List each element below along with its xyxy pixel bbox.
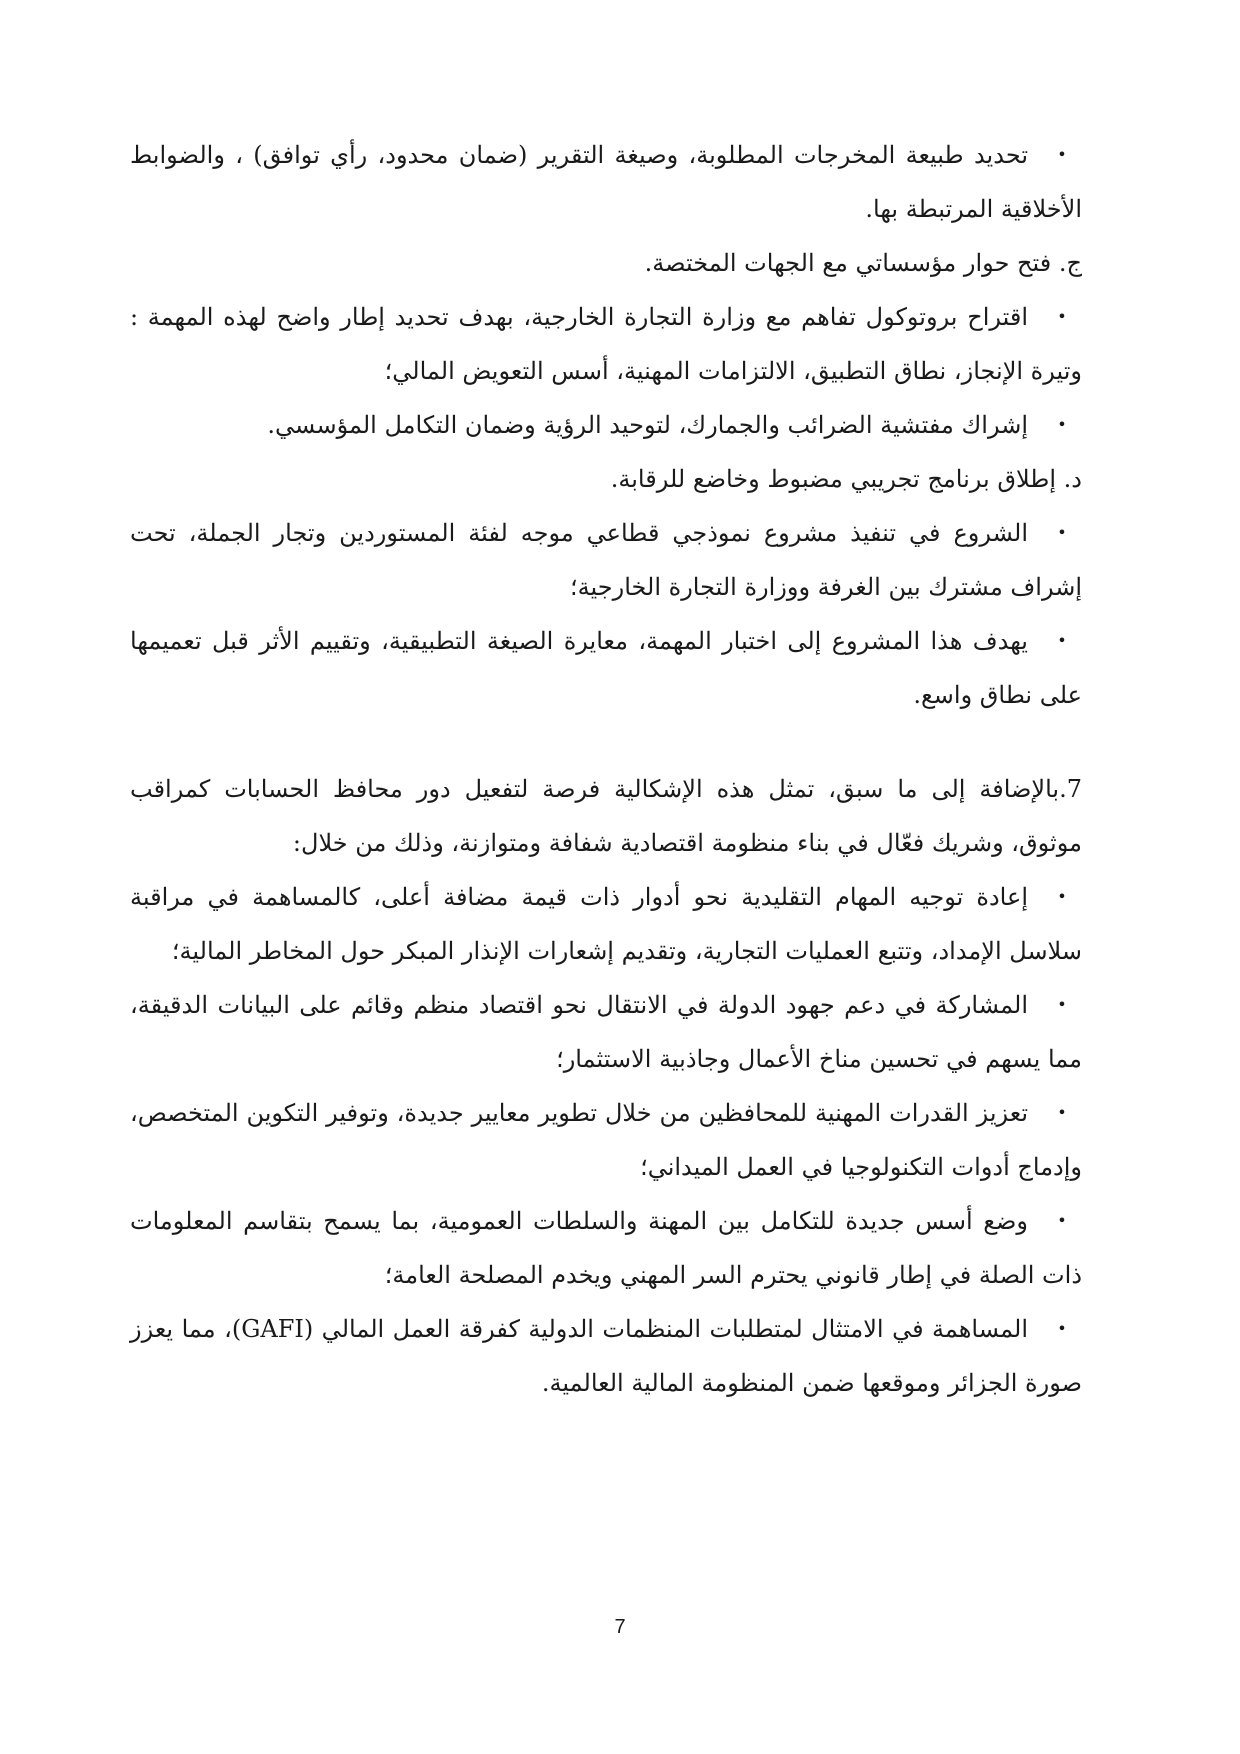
bullet-text: إعادة توجيه المهام التقليدية نحو أدوار ذات قيمة مضافة أعلى، كالمساهمة في مراقبة سلاسل الإمداد، وتتبع العمليات التجارية، وتقديم إشعارات الإنذار المبكر حول المخاطر المالية؛ bbox=[130, 883, 1082, 965]
bullet-item bbox=[130, 978, 1082, 1086]
bullet-item bbox=[130, 1302, 1082, 1410]
bullet-text: المشاركة في دعم جهود الدولة في الانتقال نحو اقتصاد منظم وقائم على البيانات الدقيقة، مما يسهم في تحسين مناخ الأعمال وجاذبية الاستثمار؛ bbox=[130, 991, 1082, 1073]
bullet-item bbox=[130, 1194, 1082, 1302]
page-number: 7 bbox=[614, 1616, 626, 1638]
bullet-item bbox=[130, 614, 1082, 722]
bullet-icon: • bbox=[1057, 415, 1067, 434]
bullet-item bbox=[130, 290, 1082, 398]
bullet-item bbox=[130, 1086, 1082, 1194]
bullet-icon: • bbox=[1057, 1211, 1067, 1230]
bullet-icon: • bbox=[1057, 1319, 1067, 1338]
document-body bbox=[130, 128, 1082, 1410]
bullet-text: يهدف هذا المشروع إلى اختبار المهمة، معايرة الصيغة التطبيقية، وتقييم الأثر قبل تعميمها على نطاق واسع. bbox=[130, 627, 1082, 709]
bullet-item bbox=[130, 506, 1082, 614]
bullet-icon: • bbox=[1057, 523, 1067, 542]
bullet-text: إشراك مفتشية الضرائب والجمارك، لتوحيد الرؤية وضمان التكامل المؤسسي. bbox=[267, 411, 1028, 439]
bullet-icon: • bbox=[1057, 1103, 1067, 1122]
paragraph-7: 7.بالإضافة إلى ما سبق، تمثل هذه الإشكالية فرصة لتفعيل دور محافظ الحسابات كمراقب موثوق، وشريك فعّال في بناء منظومة اقتصادية شفافة ومتوازنة، وذلك من خلال: bbox=[130, 775, 1082, 857]
bullet-text: الشروع في تنفيذ مشروع نموذجي قطاعي موجه لفئة المستوردين وتجار الجملة، تحت إشراف مشترك بين الغرفة ووزارة التجارة الخارجية؛ bbox=[130, 519, 1082, 601]
bullet-icon: • bbox=[1057, 995, 1067, 1014]
bullet-text: وضع أسس جديدة للتكامل بين المهنة والسلطات العمومية، بما يسمح بتقاسم المعلومات ذات الصلة في إطار قانوني يحترم السر المهني ويخدم المصلحة العامة؛ bbox=[130, 1207, 1082, 1289]
section-heading-j: ج. فتح حوار مؤسساتي مع الجهات المختصة. bbox=[644, 249, 1082, 277]
bullet-item bbox=[130, 128, 1082, 236]
bullet-text: اقتراح بروتوكول تفاهم مع وزارة التجارة الخارجية، بهدف تحديد إطار واضح لهذه المهمة : وتيرة الإنجاز، نطاق التطبيق، الالتزامات المهنية، أسس التعويض المالي؛ bbox=[130, 303, 1082, 385]
bullet-icon: • bbox=[1057, 887, 1067, 906]
bullet-text: تعزيز القدرات المهنية للمحافظين من خلال تطوير معايير جديدة، وتوفير التكوين المتخصص، وإدماج أدوات التكنولوجيا في العمل الميداني؛ bbox=[130, 1099, 1082, 1181]
bullet-item bbox=[130, 870, 1082, 978]
bullet-item bbox=[130, 398, 1082, 452]
bullet-text: المساهمة في الامتثال لمتطلبات المنظمات الدولية كفرقة العمل المالي (GAFI)، مما يعزز صورة الجزائر وموقعها ضمن المنظومة المالية العالمية. bbox=[130, 1315, 1082, 1397]
section-heading-d: د. إطلاق برنامج تجريبي مضبوط وخاضع للرقابة. bbox=[610, 465, 1082, 493]
bullet-icon: • bbox=[1057, 631, 1067, 650]
bullet-icon: • bbox=[1057, 307, 1067, 326]
bullet-text: تحديد طبيعة المخرجات المطلوبة، وصيغة التقرير (ضمان محدود، رأي توافق) ، والضوابط الأخلاقية المرتبطة بها. bbox=[130, 141, 1082, 223]
bullet-icon: • bbox=[1057, 145, 1067, 164]
